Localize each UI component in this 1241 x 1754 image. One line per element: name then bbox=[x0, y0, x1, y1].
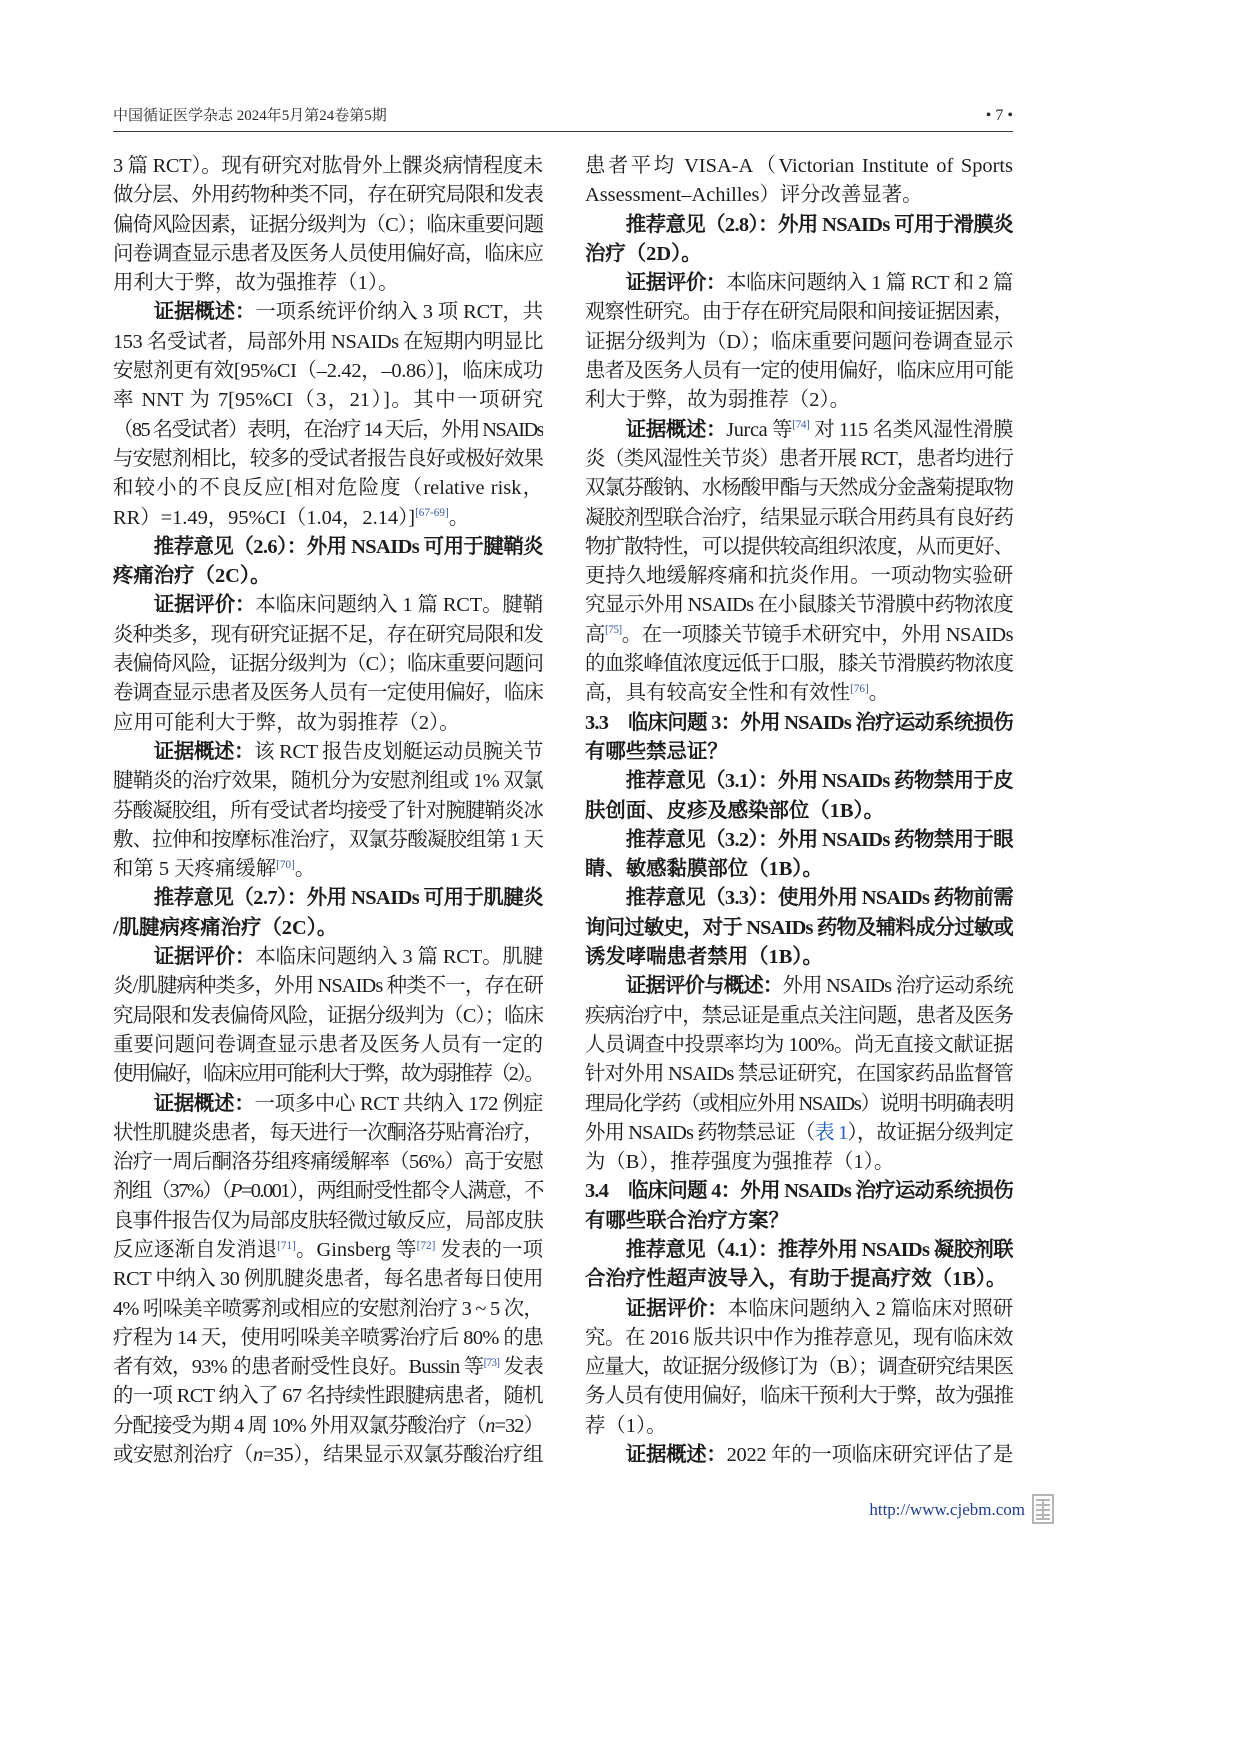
text-line: 做分层、外用药物种类不同，存在研究局限和发表 bbox=[113, 184, 543, 207]
text-line bbox=[113, 1353, 543, 1382]
table-link[interactable]: 表 1 bbox=[814, 1121, 848, 1144]
text-run: 对 115 名类风湿性滑膜 bbox=[809, 418, 1013, 441]
text-run: =0.001），两组耐受性都令人满意，不 bbox=[240, 1180, 543, 1203]
text-line: RCT 中纳入 30 例肌腱炎患者，每名患者每日使用 bbox=[113, 1268, 543, 1291]
left-column bbox=[113, 152, 543, 1470]
recommendation-paragraph bbox=[585, 826, 1013, 885]
text-line: 炎种类多，现有研究证据不足，存在研究局限和发 bbox=[113, 623, 543, 646]
text-run: RR）=1.49，95%CI（1.04，2.14）] bbox=[113, 506, 416, 529]
text-run: 2022 年的一项临床研究评估了是 bbox=[726, 1444, 1013, 1467]
citation-ref[interactable]: [75] bbox=[604, 624, 622, 637]
recommendation-paragraph bbox=[585, 211, 1013, 270]
body-paragraph bbox=[585, 972, 1013, 1177]
text-line: 患者平均 VISA-A（Victorian Institute of Sports bbox=[585, 155, 1013, 177]
text-line: 153 名受试者，局部外用 NSAIDs 在短期内明显比 bbox=[113, 330, 543, 353]
text-line: 偏倚风险因素，证据分级判为（C）；临床重要问题 bbox=[113, 213, 543, 236]
text-line: 双氯芬酸钠、水杨酸甲酯与天然成分金盏菊提取物 bbox=[585, 477, 1013, 500]
text-line bbox=[585, 1295, 1013, 1324]
citation-ref[interactable]: [73] bbox=[483, 1356, 500, 1369]
body-paragraph bbox=[585, 1441, 1013, 1470]
text-run: ），故证据分级判定 bbox=[847, 1121, 1013, 1144]
text-line: 良事件报告仅为局部皮肤轻微过敏反应，局部皮肤 bbox=[113, 1209, 543, 1232]
text-line: 荐（1）。 bbox=[585, 1414, 667, 1437]
text-line: 更持久地缓解疼痛和抗炎作用。一项动物实验研 bbox=[585, 565, 1013, 588]
text-line: 与安慰剂相比，较多的受试者报告良好或极好效果 bbox=[113, 447, 543, 470]
text-line: 卷调查显示患者及医务人员有一定使用偏好，临床 bbox=[113, 682, 543, 705]
text-run: 该 RCT 报告皮划艇运动员腕关节 bbox=[254, 740, 543, 763]
journal-issue-header: 中国循证医学杂志 2024年5月第24卷第5期 bbox=[113, 108, 387, 124]
text-line: 务人员有使用偏好，临床干预利大于弊，故为强推 bbox=[585, 1385, 1013, 1408]
text-line: 推荐意见（3.2）：外用 NSAIDs 药物禁用于眼 bbox=[625, 828, 1013, 851]
bold-label: 证据评价： bbox=[153, 594, 256, 617]
recommendation-paragraph bbox=[585, 1236, 1013, 1295]
italic-symbol: P bbox=[229, 1180, 241, 1203]
text-line: 3.3 临床问题 3：外用 NSAIDs 治疗运动系统损伤 bbox=[585, 711, 1013, 734]
text-run: 反应逐渐自发消退 bbox=[113, 1238, 278, 1261]
text-run: 发表的一项 bbox=[435, 1238, 543, 1261]
bold-label: 证据评价与概述： bbox=[625, 975, 783, 998]
recommendation-paragraph bbox=[585, 884, 1013, 972]
text-line bbox=[585, 416, 1013, 445]
text-line: 重要问题问卷调查显示患者及医务人员有一定的 bbox=[113, 1033, 543, 1056]
text-line: 询问过敏史，对于 NSAIDs 药物及辅料成分过敏或 bbox=[585, 916, 1013, 939]
citation-ref[interactable]: [71] bbox=[277, 1239, 296, 1252]
section-heading bbox=[585, 709, 1013, 768]
text-line: 凝胶剂型联合治疗，结果显示联合用药具有良好药 bbox=[585, 506, 1013, 529]
text-run: 外用 NSAIDs 药物禁忌证（ bbox=[585, 1121, 815, 1144]
text-line: 推荐意见（3.3）：使用外用 NSAIDs 药物前需 bbox=[625, 887, 1013, 910]
body-paragraph bbox=[113, 943, 543, 1089]
text-run: 者有效，93% 的患者耐受性良好。Bussin 等 bbox=[113, 1356, 484, 1379]
text-line: 推荐意见（3.1）：外用 NSAIDs 药物禁用于皮 bbox=[625, 770, 1013, 793]
text-line: 有哪些联合治疗方案？ bbox=[585, 1209, 789, 1232]
body-paragraph bbox=[585, 269, 1013, 415]
text-line: 人员调查中投票率均为 100%。尚无直接文献证据 bbox=[585, 1033, 1013, 1056]
body-paragraph bbox=[585, 1295, 1013, 1441]
text-run: 发表 bbox=[499, 1356, 543, 1379]
text-line: 炎（类风湿性关节炎）患者开展 RCT，患者均进行 bbox=[585, 447, 1013, 470]
section-heading bbox=[585, 1177, 1013, 1236]
body-paragraph bbox=[585, 416, 1013, 709]
text-run: =35），结果显示双氯芬酸治疗组 bbox=[262, 1444, 543, 1467]
page-number: • 7 • bbox=[985, 107, 1013, 124]
text-line: 推荐意见（2.7）：外用 NSAIDs 可用于肌腱炎 bbox=[153, 887, 543, 910]
header-rule bbox=[113, 131, 1013, 132]
text-line: 睛、敏感黏膜部位（1B）。 bbox=[585, 858, 823, 881]
text-line bbox=[113, 1412, 543, 1441]
text-run: Jurca 等 bbox=[726, 418, 793, 441]
text-run: 一项系统评价纳入 3 项 RCT，共 bbox=[255, 301, 543, 324]
text-line bbox=[113, 943, 543, 972]
text-run: 高 bbox=[585, 623, 605, 646]
text-line: 4% 吲哚美辛喷雾剂或相应的安慰剂治疗 3 ~ 5 次， bbox=[113, 1297, 543, 1320]
citation-ref[interactable]: [67-69] bbox=[415, 507, 449, 520]
text-line: 应量大，故证据分级修订为（B）；调查研究结果医 bbox=[585, 1356, 1013, 1379]
text-run: 。 bbox=[868, 682, 890, 705]
text-run: =32） bbox=[494, 1414, 543, 1437]
text-line: 芬酸凝胶组，所有受试者均接受了针对腕腱鞘炎冰 bbox=[113, 799, 543, 822]
citation-ref[interactable]: [74] bbox=[792, 419, 810, 432]
text-line: 物扩散特性，可以提供较高组织浓度，从而更好、 bbox=[585, 535, 1013, 558]
text-run: 和第 5 天疼痛缓解 bbox=[113, 858, 277, 881]
text-line bbox=[113, 591, 543, 620]
journal-website-link[interactable]: http://www.cjebm.com bbox=[869, 1500, 1025, 1519]
text-line: （85 名受试者）表明，在治疗 14 天后，外用 NSAIDs bbox=[113, 418, 543, 441]
text-line: 安慰剂更有效[95%CI（–2.42，–0.86）]，临床成功 bbox=[113, 360, 543, 383]
bold-label: 证据评价： bbox=[153, 946, 256, 969]
text-line bbox=[585, 972, 1013, 1001]
text-line: 状性肌腱炎患者，每天进行一次酮洛芬贴膏治疗， bbox=[113, 1121, 543, 1144]
text-line: 究显示外用 NSAIDs 在小鼠膝关节滑膜中药物浓度 bbox=[585, 594, 1013, 617]
text-line bbox=[113, 855, 543, 884]
text-run: 高，具有较高安全性和有效性 bbox=[585, 682, 851, 705]
text-line bbox=[585, 1119, 1013, 1148]
text-line: 疗程为 14 天，使用吲哚美辛喷雾治疗后 80% 的患 bbox=[113, 1326, 543, 1349]
text-run: 外用 NSAIDs 治疗运动系统 bbox=[782, 975, 1013, 998]
text-line: 有哪些禁忌证？ bbox=[585, 740, 728, 763]
text-line: 究局限和发表偏倚风险，证据分级判为（C）；临床 bbox=[113, 1004, 543, 1027]
text-run: 或安慰剂治疗（ bbox=[113, 1444, 253, 1467]
body-paragraph bbox=[113, 152, 543, 298]
text-line bbox=[585, 679, 1013, 708]
recommendation-paragraph bbox=[113, 884, 543, 943]
text-run: 。 bbox=[294, 858, 316, 881]
text-line: 肤创面、皮疹及感染部位（1B）。 bbox=[585, 799, 885, 822]
text-line: 诱发哮喘患者禁用（1B）。 bbox=[585, 946, 823, 969]
text-run: 本临床问题纳入 3 篇 RCT。肌腱 bbox=[255, 946, 543, 969]
text-line: 究。在 2016 版共识中作为推荐意见，现有临床效 bbox=[585, 1326, 1013, 1349]
bold-label: 证据概述： bbox=[625, 1444, 727, 1467]
text-line: 的一项 RCT 纳入了 67 名持续性跟腱病患者，随机 bbox=[113, 1385, 543, 1408]
text-line: 腱鞘炎的治疗效果，随机分为安慰剂组或 1% 双氯 bbox=[113, 770, 543, 793]
bold-label: 证据概述： bbox=[153, 301, 256, 324]
text-run: 一项多中心 RCT 共纳入 172 例症 bbox=[254, 1092, 543, 1115]
text-line bbox=[113, 298, 543, 327]
text-run: 本临床问题纳入 2 篇临床对照研 bbox=[727, 1297, 1013, 1320]
bold-label: 证据概述： bbox=[153, 740, 255, 763]
text-line: 表偏倚风险，证据分级判为（C）；临床重要问题问 bbox=[113, 653, 543, 676]
text-line: 炎/肌腱病种类多，外用 NSAIDs 种类不一，存在研 bbox=[113, 975, 543, 998]
bold-label: 证据评价： bbox=[625, 1297, 728, 1320]
text-line: Assessment–Achilles）评分改善显著。 bbox=[585, 184, 923, 207]
text-line: 的血浆峰值浓度远低于口服，膝关节滑膜药物浓度 bbox=[585, 653, 1013, 676]
text-line: 用利大于弊，故为强推荐（1）。 bbox=[113, 272, 399, 295]
text-line bbox=[113, 1090, 543, 1119]
text-line: 观察性研究。由于存在研究局限和间接证据因素， bbox=[585, 301, 1013, 324]
text-run: 分配接受为期 4 周 10% 外用双氯芬酸治疗（ bbox=[113, 1414, 486, 1437]
text-run: 本临床问题纳入 1 篇 RCT。腱鞘 bbox=[255, 594, 543, 617]
text-run: 剂组（37%）（ bbox=[113, 1180, 230, 1203]
body-paragraph bbox=[585, 152, 1013, 211]
text-line: 疼痛治疗（2C）。 bbox=[113, 565, 271, 588]
bold-label: 证据概述： bbox=[625, 418, 727, 441]
text-line bbox=[113, 1236, 543, 1265]
text-line: 治疗（2D）。 bbox=[585, 242, 702, 265]
text-line: 使用偏好，临床应用可能利大于弊，故为弱推荐（2）。 bbox=[113, 1063, 543, 1086]
text-line: 3 篇 RCT）。现有研究对肱骨外上髁炎病情程度未 bbox=[113, 155, 543, 177]
body-paragraph bbox=[113, 591, 543, 737]
text-run: 。在一项膝关节镜手术研究中，外用 NSAIDs bbox=[621, 623, 1013, 646]
bold-label: 证据概述： bbox=[153, 1092, 255, 1115]
text-line: /肌腱病疼痛治疗（2C）。 bbox=[113, 916, 338, 939]
text-line bbox=[113, 738, 543, 767]
text-line: 推荐意见（2.6）：外用 NSAIDs 可用于腱鞘炎 bbox=[153, 535, 543, 558]
text-line bbox=[585, 621, 1013, 650]
text-line bbox=[585, 1441, 1013, 1470]
text-line: 敷、拉伸和按摩标准治疗，双氯芬酸凝胶组第 1 天 bbox=[113, 828, 543, 851]
text-line: 问卷调查显示患者及医务人员使用偏好高，临床应 bbox=[113, 242, 543, 265]
text-line bbox=[113, 1177, 543, 1206]
text-line: 理局化学药（或相应外用 NSAIDs）说明书明确表明 bbox=[585, 1092, 1013, 1115]
text-line: 推荐意见（4.1）：推荐外用 NSAIDs 凝胶剂联 bbox=[625, 1238, 1013, 1261]
right-column bbox=[585, 152, 1013, 1470]
text-line: 率 NNT 为 7[95%CI（3，21）]。其中一项研究 bbox=[113, 389, 543, 412]
text-line: 为（B），推荐强度为强推荐（1）。 bbox=[585, 1151, 895, 1174]
text-line: 推荐意见（2.8）：外用 NSAIDs 可用于滑膜炎 bbox=[625, 213, 1013, 236]
journal-logo-icon bbox=[1030, 1492, 1056, 1526]
text-line bbox=[113, 1441, 543, 1470]
italic-symbol: n bbox=[485, 1414, 495, 1437]
recommendation-paragraph bbox=[585, 767, 1013, 826]
text-run: 。Ginsberg 等 bbox=[295, 1238, 417, 1261]
text-line: 和较小的不良反应[相对危险度（relative risk， bbox=[113, 477, 543, 500]
text-line: 合治疗性超声波导入，有助于提高疗效（1B）。 bbox=[585, 1268, 1007, 1291]
text-line: 疾病治疗中，禁忌证是重点关注问题，患者及医务 bbox=[585, 1004, 1013, 1027]
body-paragraph bbox=[113, 1090, 543, 1471]
text-line bbox=[113, 504, 543, 533]
text-line: 应用可能利大于弊，故为弱推荐（2）。 bbox=[113, 711, 460, 734]
text-line: 治疗一周后酮洛芬组疼痛缓解率（56%）高于安慰 bbox=[113, 1151, 543, 1174]
citation-ref[interactable]: [70] bbox=[276, 858, 295, 871]
bold-label: 证据评价： bbox=[625, 272, 727, 295]
recommendation-paragraph bbox=[113, 533, 543, 592]
body-paragraph bbox=[113, 738, 543, 884]
text-line: 3.4 临床问题 4：外用 NSAIDs 治疗运动系统损伤 bbox=[585, 1180, 1013, 1203]
text-line: 针对外用 NSAIDs 禁忌证研究，在国家药品监督管 bbox=[585, 1063, 1013, 1086]
citation-ref[interactable]: [72] bbox=[416, 1239, 436, 1252]
text-line: 利大于弊，故为弱推荐（2）。 bbox=[585, 389, 851, 412]
text-run: 本临床问题纳入 1 篇 RCT 和 2 篇 bbox=[726, 272, 1013, 295]
citation-ref[interactable]: [76] bbox=[850, 683, 869, 696]
body-paragraph bbox=[113, 298, 543, 532]
italic-symbol: n bbox=[252, 1444, 263, 1467]
text-line: 证据分级判为（D）；临床重要问题问卷调查显示 bbox=[585, 330, 1013, 353]
text-line: 患者及医务人员有一定的使用偏好，临床应用可能 bbox=[585, 360, 1013, 383]
text-line bbox=[585, 269, 1013, 298]
text-run: 。 bbox=[448, 506, 470, 529]
